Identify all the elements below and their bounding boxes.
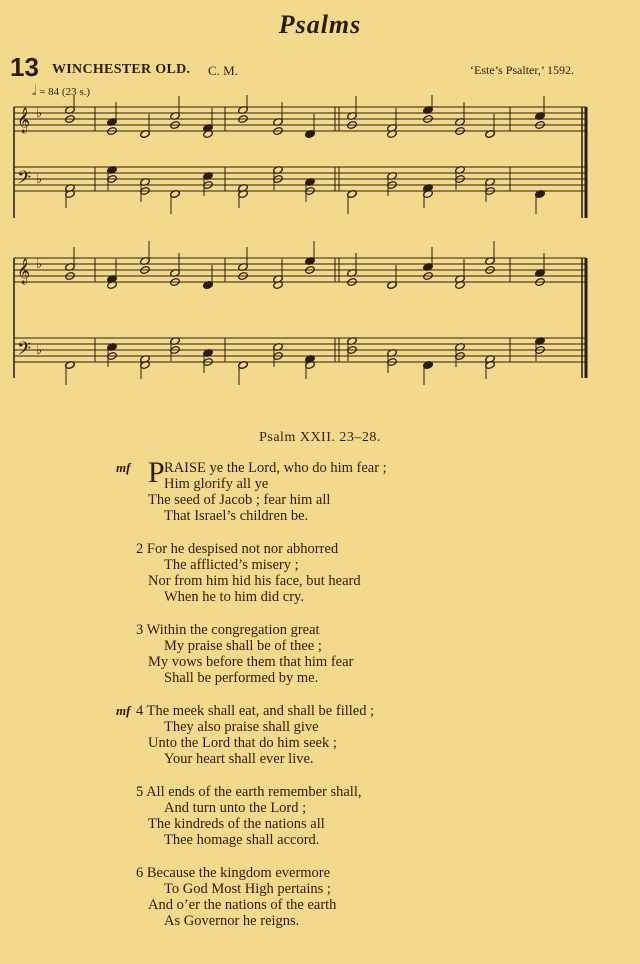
treble-clef-icon: 𝄞 [17,108,31,133]
verse-line: 5 All ends of the earth remember shall, [136,784,362,800]
verse-6 [118,865,538,929]
verse-number: 5 [136,784,144,800]
bass-clef-icon: 𝄢 [17,168,32,193]
verse-line: 4 The meek shall eat, and shall be filled ; [136,703,375,719]
verse-line: The seed of Jacob ; fear him all [148,492,331,508]
verse-line: My vows before them that him fear [148,654,354,670]
hymn-number: 13 [10,52,39,82]
verse-line: Thee homage shall accord. [164,832,320,848]
flat-icon: ♭ [36,172,43,187]
verse-line: My praise shall be of thee ; [164,638,322,654]
treble-clef-icon: 𝄞 [17,259,31,284]
flat-icon: ♭ [36,343,43,358]
verse-3 [118,622,538,686]
verse-line: The kindreds of the nations all [148,816,325,832]
music-score [0,95,640,390]
dynamic-marking: mf [116,460,131,475]
verse-number: 6 [136,865,144,881]
verse-line: They also praise shall give [164,719,319,735]
verse-line: As Governor he reigns. [164,913,300,929]
verse-line: When he to him did cry. [164,589,304,605]
verse-line: RAISE ye the Lord, who do him fear ; [164,460,387,476]
drop-cap: P [148,456,165,489]
verse-line: Your heart shall ever live. [164,751,314,767]
verse-line: 2 For he despised not nor abhorred [136,541,339,557]
dynamic-marking: mf [116,703,131,718]
tune-source: ‘Este’s Psalter,’ 1592. [470,63,574,77]
verse-line: To God Most High pertains ; [164,881,331,897]
verse-line: Shall be performed by me. [164,670,319,686]
verse-line: 3 Within the congregation great [136,622,320,638]
verse-2 [118,541,538,605]
verse-line: Nor from him hid his face, but heard [148,573,361,589]
verse-number: 4 [136,703,144,719]
verse-line: And turn unto the Lord ; [164,800,307,816]
verse-line: Unto the Lord that do him seek ; [148,735,337,751]
meter: C. M. [208,63,238,78]
psalm-title: Psalm XXII. 23–28. [259,430,381,445]
verse-number: 2 [136,541,144,557]
half-note-icon: 𝅗𝅥 [32,84,37,99]
tempo-text: = 84 (23 s.) [39,86,91,98]
verse-line: 6 Because the kingdom evermore [136,865,331,881]
verse-5 [118,784,538,848]
bass-clef-icon: 𝄢 [17,339,32,364]
verse-4 [118,703,538,767]
psalm-text [116,456,538,946]
verse-line: That Israel’s children be. [164,508,309,524]
verse-line: Him glorify all ye [164,476,269,492]
verse-line: And o’er the nations of the earth [148,897,337,913]
flat-icon: ♭ [36,257,43,272]
verse-1 [116,456,538,524]
page-heading: Psalms [278,10,362,39]
verse-number: 3 [136,622,144,638]
tune-name: WINCHESTER OLD. [52,62,191,77]
verse-line: The afflicted’s misery ; [164,557,299,573]
flat-icon: ♭ [36,106,43,121]
